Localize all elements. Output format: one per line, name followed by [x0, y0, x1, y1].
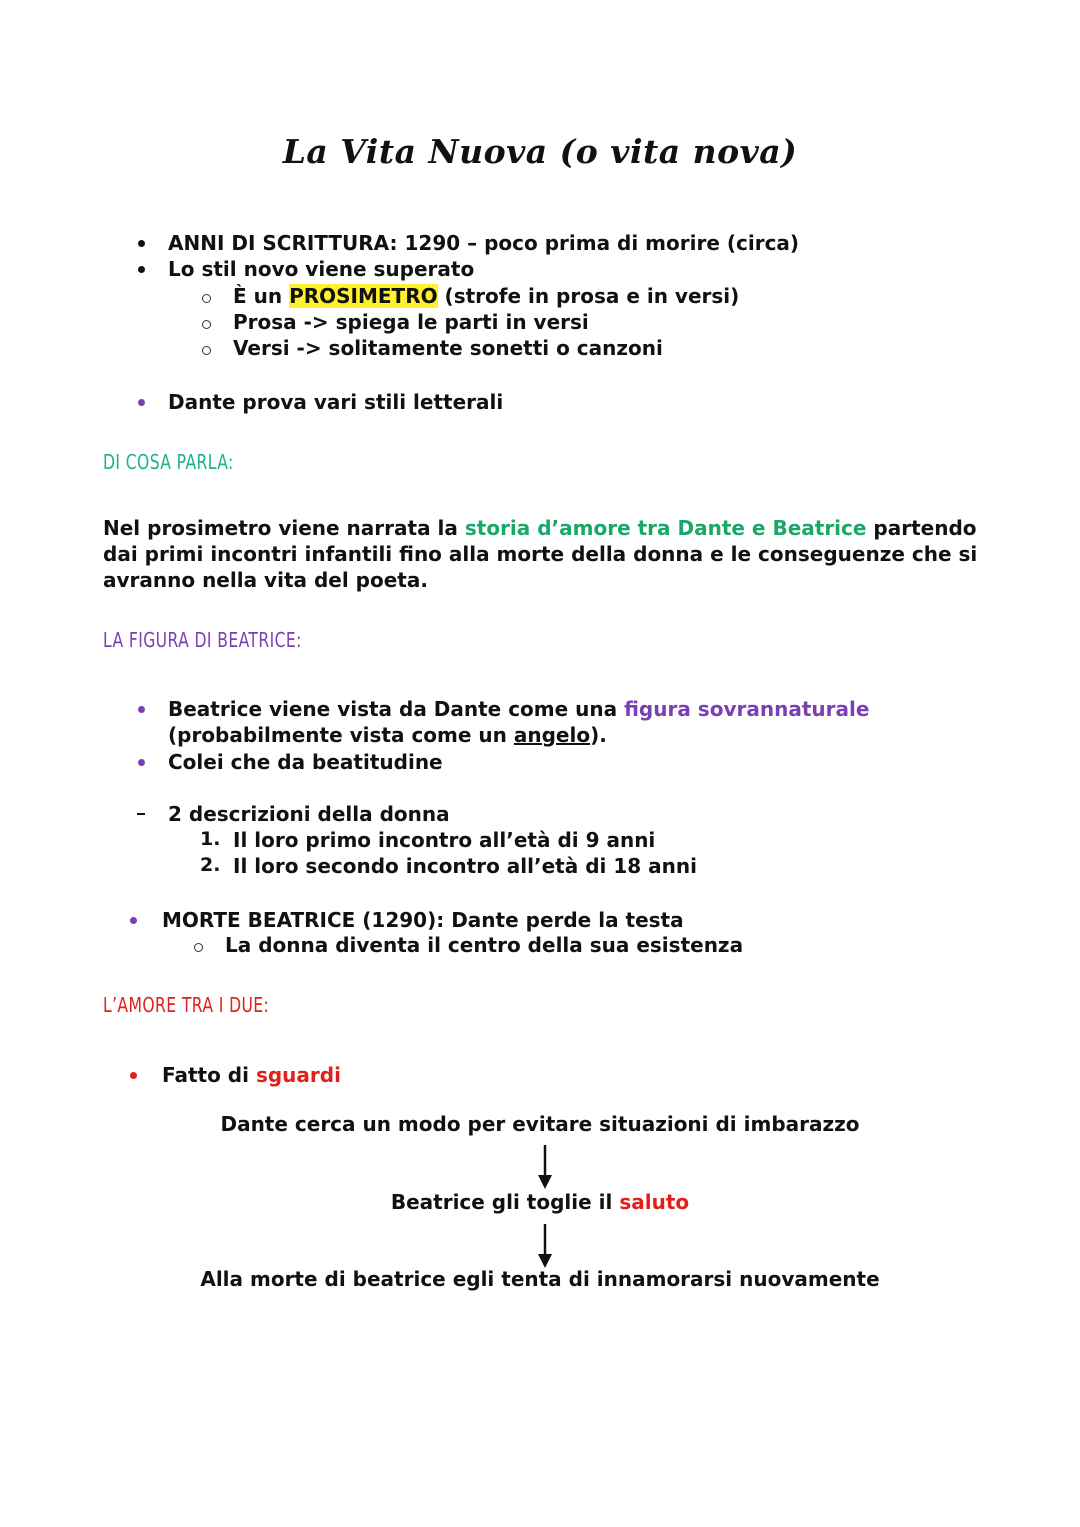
bullet-dot — [138, 759, 145, 766]
item-highlight: figura sovrannaturale — [624, 697, 870, 721]
flow-step-2 — [0, 1190, 1080, 1214]
bullet-dot — [130, 917, 137, 924]
list-item: ANNI DI SCRITTURA: 1290 – poco prima di morire (circa) — [168, 231, 800, 255]
item-text: Beatrice viene vista da Dante come una — [168, 697, 625, 721]
dash-marker — [137, 813, 145, 815]
list-number: 1. — [200, 828, 221, 850]
item-underlined: angelo — [513, 723, 591, 747]
arrow-down-icon — [538, 1224, 552, 1268]
bullet-dot — [138, 266, 145, 273]
flow-step-3: Alla morte di beatrice egli tenta di innamorarsi nuovamente — [200, 1267, 880, 1291]
list-item: La donna diventa il centro della sua esistenza — [225, 933, 744, 957]
sub-bullet-circle — [202, 294, 211, 303]
bullet-dot — [138, 240, 145, 247]
prosimetro-suffix: (strofe in prosa e in versi) — [437, 284, 740, 308]
prosimetro-highlight: PROSIMETRO — [289, 284, 438, 308]
list-item: Dante prova vari stili letterali — [168, 390, 504, 414]
numbered-item: Il loro primo incontro all’età di 9 anni — [233, 828, 656, 852]
arrow-down-icon — [538, 1145, 552, 1189]
list-item: Versi -> solitamente sonetti o canzoni — [233, 336, 663, 360]
item-text: Fatto di — [162, 1063, 256, 1087]
list-item: MORTE BEATRICE (1290): Dante perde la testa — [162, 908, 684, 932]
list-item: 2 descrizioni della donna — [168, 802, 450, 826]
flow-step-1: Dante cerca un modo per evitare situazioni di imbarazzo — [220, 1112, 860, 1136]
list-number: 2. — [200, 854, 221, 876]
list-item: Prosa -> spiega le parti in versi — [233, 310, 589, 334]
bullet-dot — [138, 399, 145, 406]
flow-text: Beatrice gli toglie il — [390, 1190, 620, 1214]
item-highlight: sguardi — [255, 1063, 341, 1087]
sub-bullet-circle — [194, 943, 203, 952]
bullet-dot — [138, 706, 145, 713]
item-text: (probabilmente vista come un — [168, 723, 514, 747]
list-item — [168, 696, 869, 722]
paragraph-text: partendo dai primi incontri infantili fino alla morte della donna e le conseguenze che si avranno nella vita del poeta. — [103, 516, 978, 592]
paragraph-text: Nel prosimetro viene narrata la — [103, 516, 465, 540]
numbered-item: Il loro secondo incontro all’età di 18 anni — [233, 854, 697, 878]
sub-bullet-circle — [202, 346, 211, 355]
flow-highlight: saluto — [619, 1190, 690, 1214]
list-item: Lo stil novo viene superato — [168, 257, 475, 281]
section-heading-amore: L’AMORE TRA I DUE: — [103, 993, 270, 1017]
list-item-prosimetro — [233, 283, 739, 309]
section-1-paragraph — [103, 515, 983, 593]
list-item-continuation — [168, 722, 607, 748]
bullet-dot — [130, 1072, 137, 1079]
list-item: Colei che da beatitudine — [168, 750, 443, 774]
sub-bullet-circle — [202, 320, 211, 329]
prosimetro-prefix: È un — [233, 284, 290, 308]
list-item — [162, 1062, 341, 1088]
item-text: ). — [590, 723, 607, 747]
page-title: La Vita Nuova (o vita nova) — [282, 132, 798, 171]
section-heading-figura-beatrice: LA FIGURA DI BEATRICE: — [103, 628, 302, 652]
section-heading-di-cosa-parla: DI COSA PARLA: — [103, 450, 234, 474]
paragraph-highlight: storia d’amore tra Dante e Beatrice — [464, 516, 867, 540]
